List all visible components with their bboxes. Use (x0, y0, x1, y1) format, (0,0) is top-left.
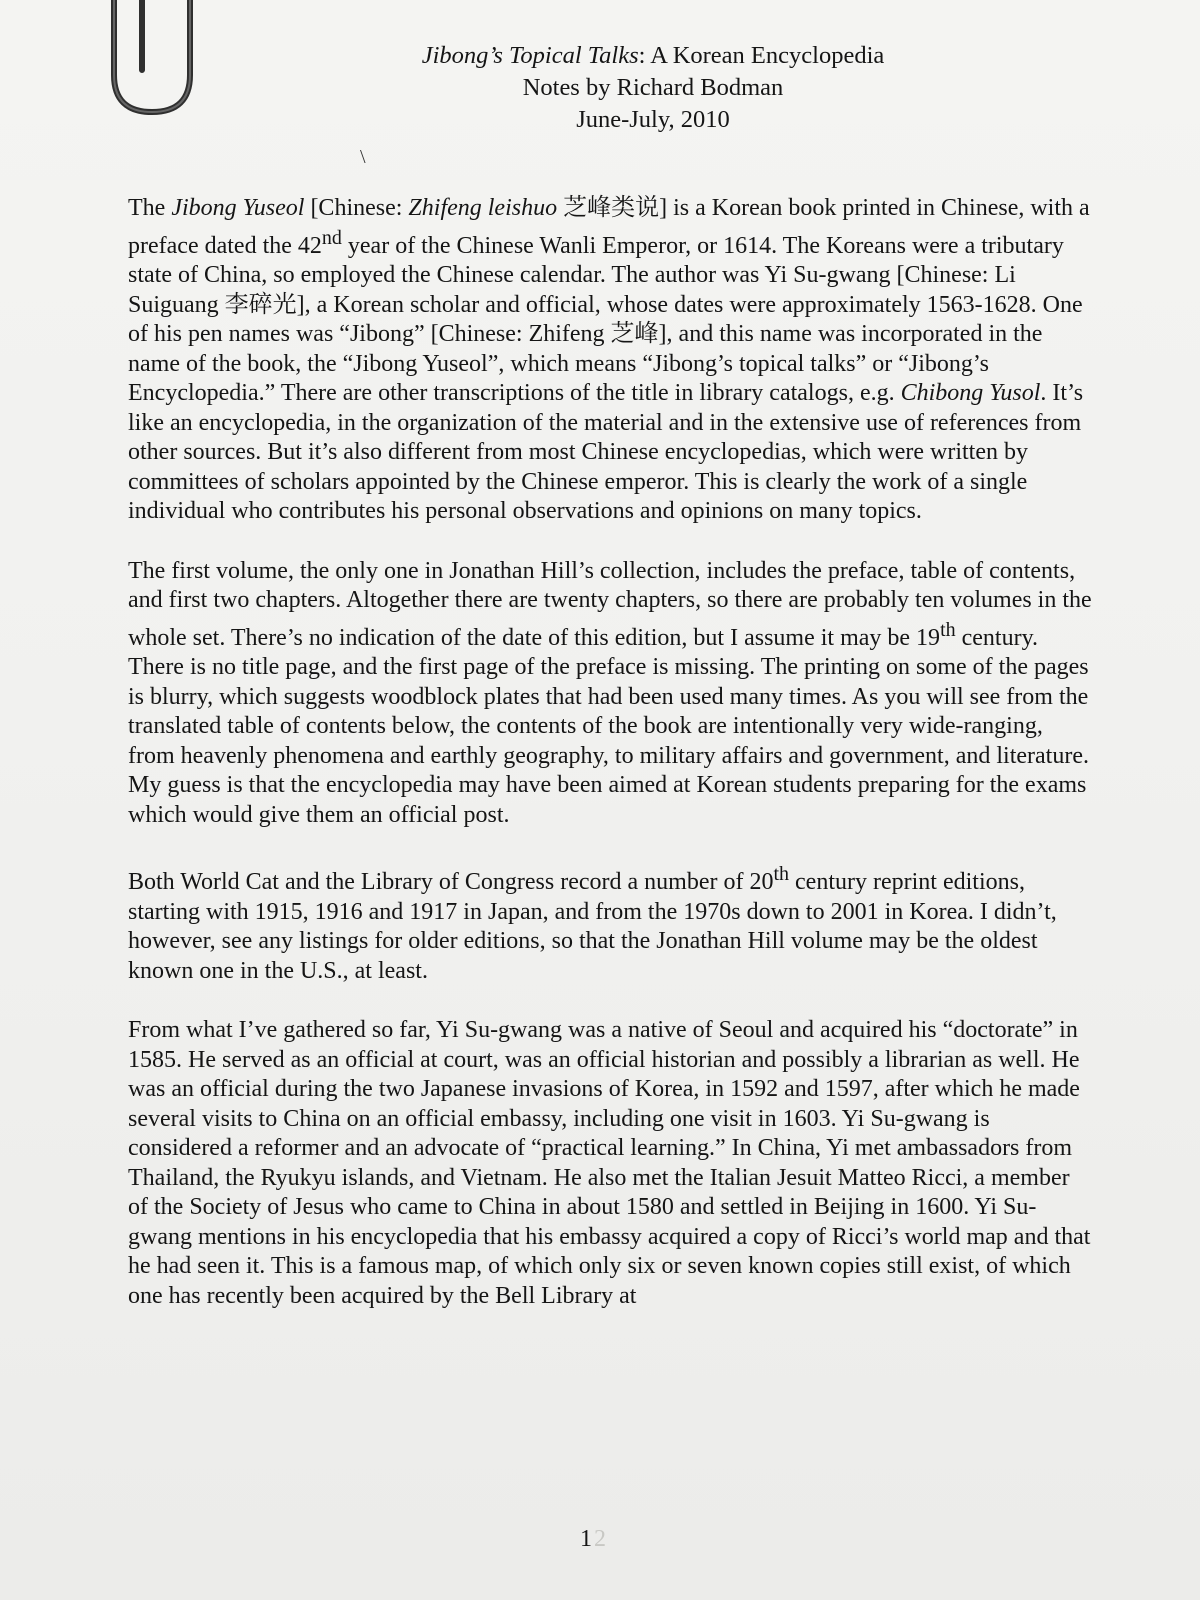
p1-text-c: [Chinese: (304, 195, 409, 221)
p1-text-a: The (128, 195, 172, 221)
title-rest: : A Korean Encyclopedia (638, 42, 885, 69)
p3-text-c: century reprint editions, starting with 1915, 1916 and 1917 in Japan, and from the 1970s down to 2001 in Korea. I didn’t, however, see any listings for older editions, so that the Jonathan Hill volume may be the oldest known one in the U.S., at least. (128, 869, 1057, 984)
page-number (580, 1526, 606, 1553)
paragraph-3 (128, 860, 1093, 986)
document-content (118, 40, 1093, 1335)
paragraph-4 (128, 1016, 1093, 1311)
document-author: Notes by Richard Bodman (522, 74, 784, 101)
paragraph-2 (128, 557, 1093, 831)
p2-ordinal-suffix: th (940, 618, 956, 641)
pen-tick-mark: \ (360, 146, 366, 168)
p3-text-a: Both World Cat and the Library of Congress record a number of 20 (128, 869, 774, 895)
title-italic: Jibong’s Topical Talks (421, 42, 639, 69)
p1-alt-title: Chibong Yusol (900, 380, 1041, 406)
p1-text-i: . It’s like an encyclopedia, in the organization of the material and in the extensive use of references from other sources. But it’s also different from most Chinese encyclopedias, which were written by committees of scholars appointed by the Chinese emperor. This is clearly the work of a single individual who contributes his personal observations and opinions on many topics. (128, 380, 1084, 524)
document-title (213, 40, 1093, 72)
p1-chinese-title: Zhifeng leishuo (408, 195, 558, 221)
paragraph-1 (128, 194, 1093, 527)
page-number-bleed-through: 2 (594, 1526, 606, 1552)
p2-text-a: The first volume, the only one in Jonathan Hill’s collection, includes the preface, table of contents, and first two chapters. Altogether there are twenty chapters, so there are probably ten volumes in the whole set. There’s no indication of the date of this edition, but I assume it may be 19 (128, 557, 1092, 651)
p4-text-a: From what I’ve gathered so far, Yi Su-gwang was a native of Seoul and acquired his “doctorate” in 1585. He served as an official at court, was an official historian and possibly a librarian as well. He was an official during the two Japanese invasions of Korea, in 1592 and 1597, after which he made several visits to China on an official embassy, including one visit in 1603. Yi Su-gwang is considered a reformer and an advocate of “practical learning.” In China, Yi met ambassadors from Thailand, the Ryukyu islands, and Vietnam. He also met the Italian Jesuit Matteo Ricci, a member of the Society of Jesus who came to China in about 1580 and settled in Beijing in 1600. Yi Su-gwang mentions in his encyclopedia that his embassy acquired a copy of Ricci’s world map and that he had seen it. This is a famous map, of which only six or seven known copies still exist, of which one has recently been acquired by the Bell Library at (128, 1017, 1091, 1309)
page-number-value: 1 (580, 1526, 592, 1552)
document-body (128, 194, 1093, 1311)
p3-ordinal-suffix: th (773, 863, 790, 885)
p1-book-title: Jibong Yuseol (171, 195, 305, 221)
document-date: June-July, 2010 (576, 106, 730, 133)
p1-text-e: 芝峰类说] is a Korean book printed in Chinese, with a preface dated the 42 (128, 195, 1090, 259)
p1-text-g: year of the Chinese Wanli Emperor, or 1614. The Koreans were a tributary state of China, so employed the Chinese calendar. The author was Yi Su-gwang [Chinese: Li Suiguang 李碎光], a Korean scholar and official, whose dates were approximately 1563-1628. One of his pen names was “Jibong” [Chinese: Zhifeng 芝峰], and this name was incorporated in the name of the book, the “Jibong Yuseol”, which means “Jibong’s topical talks” or “Jibong’s Encyclopedia.” There are other transcriptions of the title in library catalogs, e.g. (128, 232, 1083, 406)
document-header (213, 40, 1093, 136)
p1-ordinal-suffix: nd (321, 226, 342, 249)
p2-text-c: century. There is no title page, and the first page of the preface is missing. The printing on some of the pages is blurry, which suggests woodblock plates that had been used many times. As you will see from the translated table of contents below, the contents of the book are intentionally very wide-ranging, from heavenly phenomena and earthly geography, to military affairs and government, and literature. My guess is that the encyclopedia may have been aimed at Korean students preparing for the exams which would give them an official post. (128, 624, 1089, 828)
